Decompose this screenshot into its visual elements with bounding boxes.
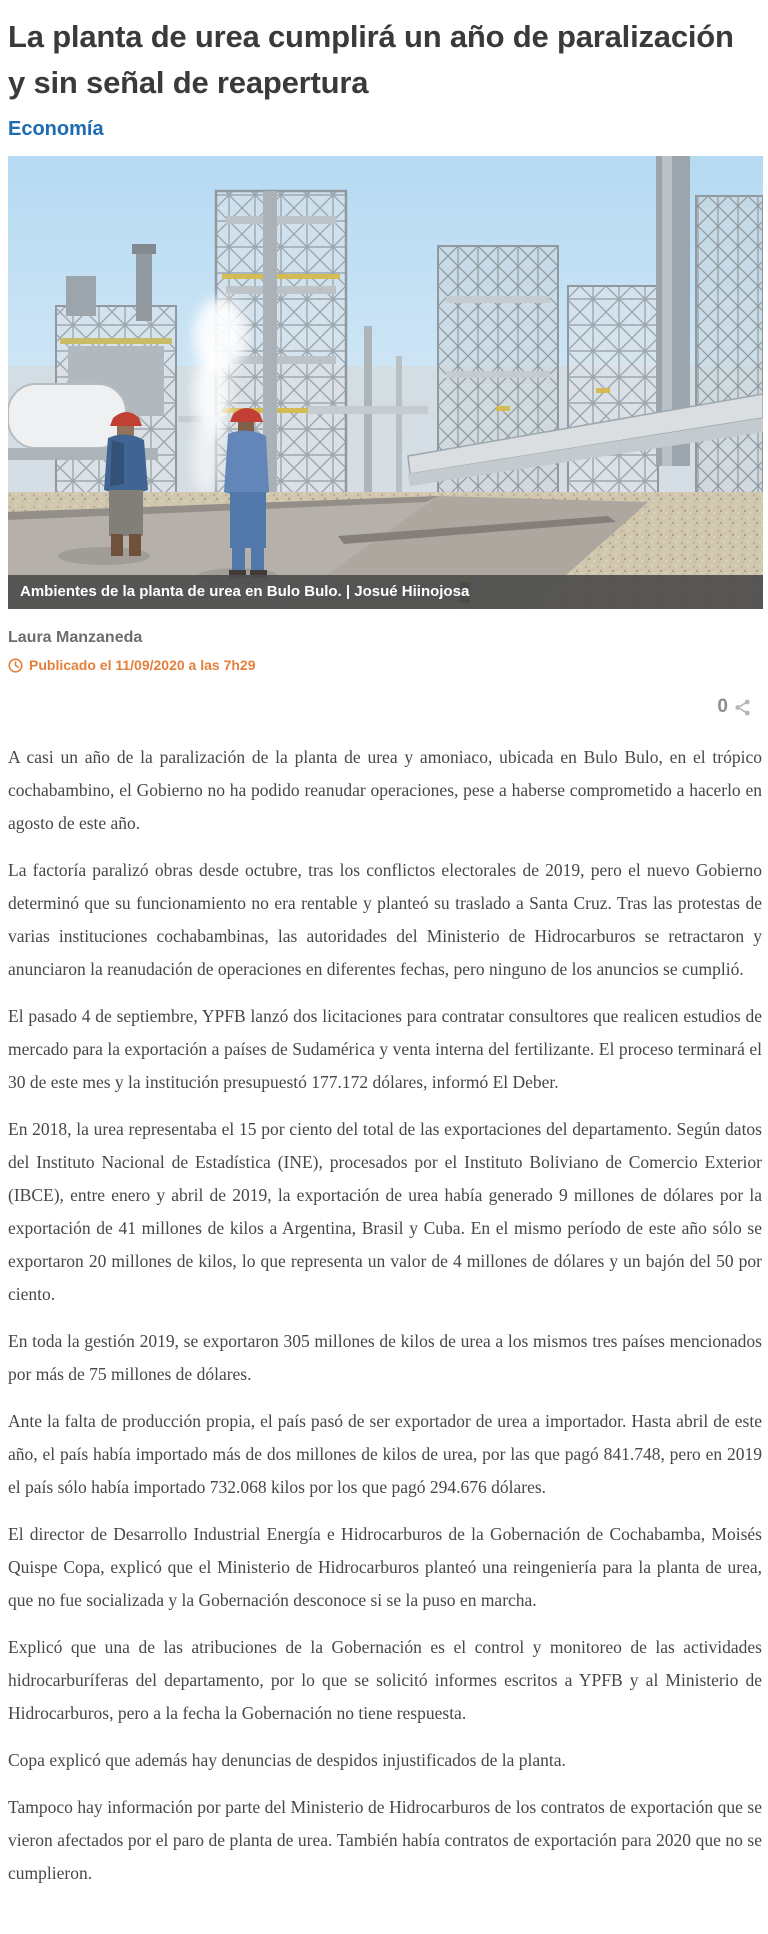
page-title: La planta de urea cumplirá un año de paralización y sin señal de reapertura <box>8 19 734 100</box>
image-caption: Ambientes de la planta de urea en Bulo Bulo. | Josué Hiinojosa <box>8 575 763 609</box>
category-link-economia[interactable]: Economía <box>8 118 104 140</box>
paragraph: Ante la falta de producción propia, el país pasó de ser exportador de urea a importador. Hasta abril de este año, el país había importado más de dos millones de kilos de urea, por las que pagó 841.748, pero en 2019 el país sólo había importado 732.068 kilos por los que pagó 294.676 dólares. <box>8 1411 762 1497</box>
author-name: Laura Manzaneda <box>8 629 143 646</box>
paragraph: En 2018, la urea representaba el 15 por ciento del total de las exportaciones del departamento. Según datos del Instituto Nacional de Estadística (INE), procesados por el Instituto Boliviano de Comercio Exterior (IBCE), entre enero y abril de 2019, la exportación de urea había generado 9 millones de dólares por la exportación de 41 millones de kilos a Argentina, Brasil y Cuba. En el mismo período de este año sólo se exportaron 20 millones de kilos, lo que representa un valor de 4 millones de dólares y un bajón del 50 por ciento. <box>8 1119 762 1304</box>
paragraph: La factoría paralizó obras desde octubre, tras los conflictos electorales de 2019, pero el nuevo Gobierno determinó que su funcionamiento no era rentable y planteó su traslado a Santa Cruz. Tras las protestas de varias instituciones cochabambinas, las autoridades del Ministerio de Hidrocarburos se retractaron y anunciaron la reanudación de operaciones en diferentes fechas, pero ninguno de los anuncios se cumplió. <box>8 860 762 979</box>
byline-block <box>8 629 762 673</box>
paragraph: El pasado 4 de septiembre, YPFB lanzó dos licitaciones para contratar consultores que realicen estudios de mercado para la exportación a países de Sudamérica y venta interna del fertilizante. El proceso terminará el 30 de este mes y la institución presupuestó 177.172 dólares, informó El Deber. <box>8 1006 762 1092</box>
urea-plant-photo <box>8 156 763 609</box>
publish-date <box>8 657 762 673</box>
paragraph: En toda la gestión 2019, se exportaron 305 millones de kilos de urea a los mismos tres países mencionados por más de 75 millones de dólares. <box>8 1331 762 1384</box>
share-button[interactable] <box>733 698 752 717</box>
clock-icon <box>8 658 23 673</box>
share-row <box>8 695 752 719</box>
paragraph: Copa explicó que además hay denuncias de despidos injustificados de la planta. <box>8 1750 566 1770</box>
publish-date-text: Publicado el 11/09/2020 a las 7h29 <box>29 657 256 673</box>
article-hero-image <box>8 156 763 609</box>
share-count: 0 <box>717 696 728 717</box>
paragraph: El director de Desarrollo Industrial Energía e Hidrocarburos de la Gobernación de Cochabamba, Moisés Quispe Copa, explicó que el Ministerio de Hidrocarburos planteó una reingeniería para la planta de urea, que no fue socializada y la Gobernación desconoce si se la puso en marcha. <box>8 1524 762 1610</box>
article-body <box>8 741 762 1890</box>
paragraph: Tampoco hay información por parte del Ministerio de Hidrocarburos de los contratos de exportación que se vieron afectados por el paro de planta de urea. También había contratos de exportación para 2020 que no se cumplieron. <box>8 1797 762 1883</box>
paragraph: Explicó que una de las atribuciones de la Gobernación es el control y monitoreo de las actividades hidrocarburíferas del departamento, por lo que se solicitó informes escritos a YPFB y al Ministerio de Hidrocarburos, pero a la fecha la Gobernación no tiene respuesta. <box>8 1637 762 1723</box>
paragraph: A casi un año de la paralización de la planta de urea y amoniaco, ubicada en Bulo Bulo, en el trópico cochabambino, el Gobierno no ha podido reanudar operaciones, pese a haberse comprometido a hacerlo en agosto de este año. <box>8 747 762 833</box>
share-icon <box>733 698 752 717</box>
